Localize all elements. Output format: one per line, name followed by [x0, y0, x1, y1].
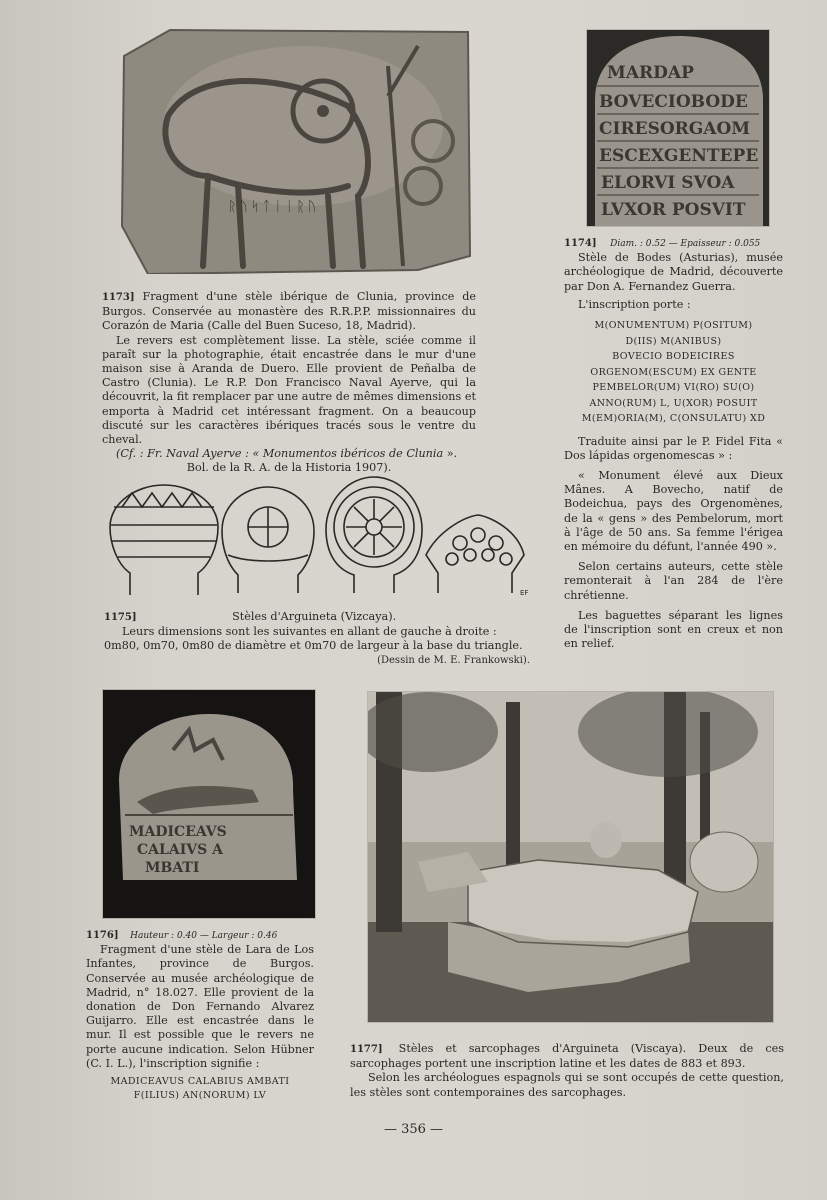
caption-1175-dims2: 0m80, 0m70, 0m80 de diamètre et 0m70 de largeur à la base du triangle. — [104, 639, 523, 653]
stele-lara-line-2: CALAIVS A — [137, 842, 223, 858]
caption-1176 — [86, 928, 314, 1103]
figure-number-1173: 1173] — [102, 292, 135, 303]
inscription-line: MADICEAVUS CALABIUS AMBATI — [110, 1076, 290, 1088]
caption-1175-dims1: Leurs dimensions sont les suivantes en allant de gauche à droite : — [122, 625, 497, 639]
drawing-signature: EF — [520, 589, 528, 597]
stone-line-3: CIRESORGAOM — [599, 119, 751, 139]
caption-1176-desc: Fragment d'une stèle de Lara de Los Infantes, province de Burgos. Conservée au musée archéologique de Madrid, n° 18.027. Elle provient de la donation de Don Fernando Alvarez Guijarro. Elle est encastrée dans le mur. Il est possible que le revers ne porte aucune indication. Selon Hübner (C. I. L.), l'inscription signifie : — [86, 943, 314, 1070]
inscription-line: ANNO(RUM) L, U(XOR) POSUIT — [589, 397, 758, 409]
caption-1176-dims: Hauteur : 0.40 — Largeur : 0.46 — [130, 931, 278, 941]
photo-stele-bodes — [587, 30, 769, 226]
caption-1177-line2: Selon les archéologues espagnols qui se sont occupés de cette question, les stèles sont contemporaines des sarcophages. — [350, 1071, 784, 1099]
caption-1173-ref2: Bol. de la R. A. de la Historia 1907). — [186, 461, 392, 475]
figure-number-1175: 1175] — [104, 612, 137, 623]
caption-1174-baguettes: Les baguettes séparant les lignes de l'inscription sont en creux et non en relief. — [564, 608, 783, 651]
inscription-line: D(IIS) M(ANIBUS) — [625, 335, 722, 347]
photo-stele-clunia — [118, 26, 472, 274]
stone-line-2: BOVECIOBODE — [599, 92, 748, 112]
inscription-line: PEMBELOR(UM) VI(RO) SU(O) — [592, 382, 755, 394]
caption-1175 — [104, 610, 530, 668]
stele-lara-line-3: MBATI — [145, 860, 200, 876]
stone-line-5: ELORVI SVOA — [601, 173, 735, 193]
stele-lara-line-1: MADICEAVS — [129, 824, 227, 840]
caption-1174-selon: Selon certains auteurs, cette stèle remonterait à l'an 284 de l'ère chrétienne. — [564, 560, 783, 602]
stone-line-6: LVXOR POSVIT — [601, 200, 746, 220]
caption-1174-dims: Diam. : 0.52 — Epaisseur : 0.055 — [610, 239, 761, 249]
caption-1177-line1: Stèles et sarcophages d'Arguineta (Viscaya). Deux de ces sarcophages portent une inscription latine et les dates de 883 et 893. — [350, 1042, 784, 1071]
caption-1175-title: Stèles d'Arguineta (Vizcaya). — [232, 610, 397, 623]
photo-sarcophages-arguineta — [368, 692, 773, 1022]
caption-1173-ref-title: Monumentos ibéricos de Clunia — [262, 447, 444, 461]
stone-line-4: ESCEXGENTEPE — [599, 146, 759, 166]
inscription-1174 — [564, 318, 783, 427]
caption-1174-trad-intro: Traduite ainsi par le P. Fidel Fita « Dos lápidas orgenomescas » : — [564, 434, 783, 462]
inscription-line: F(ILIUS) AN(NORUM) LV — [133, 1090, 267, 1102]
caption-1174-porte: L'inscription porte : — [578, 297, 691, 311]
caption-1173-ref-prefix: (Cf. : Fr. Naval Ayerve : « — [116, 447, 260, 461]
photo-stele-lara — [103, 690, 315, 918]
caption-1174-trad: « Monument élevé aux Dieux Mânes. A Bovecho, natif de Bodeichua, pays des Orgenomènes, de la « gens » des Pembelorum, mort à l'âge de 50 ans. Sa femme l'érigea en mémoire du défunt, l'année 490 ». — [564, 468, 783, 553]
inscription-line: BOVECIO BODEICIRES — [612, 351, 735, 363]
svg-text:ᚱᚢᛋᛏᛁᛁᚱᚢ: ᚱᚢᛋᛏᛁᛁᚱᚢ — [228, 199, 320, 215]
caption-1173-line2: Le revers est complètement lisse. La stèle, sciée comme il paraît sur la photographie, était encastrée dans le mur d'une maison sise à Aranda de Duero. Elle provient de Peñalba de Castro (Clunia). Le R.P. Don Francisco Naval Ayerve, qui la découvrit, la fit remplacer par une autre de mêmes dimensions et emporta à Madrid cet intéressant fragment. On a beaucoup discuté sur les caractères ibériques tracés sous le ventre du cheval. — [102, 333, 476, 447]
stone-line-1: MARDAP — [607, 63, 694, 83]
caption-1177 — [350, 1042, 784, 1100]
caption-1173-line1: Fragment d'une stèle ibérique de Clunia, province de Burgos. Conservée au monastère des R.R.P.P. missionnaires du Corazón de Maria (Calle del Buen Suceso, 18, Madrid). — [102, 290, 477, 333]
drawing-steles-arguineta — [108, 465, 528, 597]
caption-1175-credit: (Dessin de M. E. Frankowski). — [377, 654, 530, 666]
caption-1173-ref-suffix: ». — [446, 447, 458, 461]
caption-1174 — [564, 236, 783, 651]
inscription-1176 — [86, 1075, 314, 1103]
figure-number-1174: 1174] — [564, 238, 597, 249]
inscription-line: M(ONUMENTUM) P(OSITUM) — [594, 320, 753, 332]
inscription-line: ORGENOM(ESCUM) EX GENTE — [590, 366, 757, 378]
caption-1174-desc: Stèle de Bodes (Asturias), musée archéologique de Madrid, découverte par Don A. Fernandez Guerra. — [564, 251, 783, 293]
figure-number-1177: 1177] — [350, 1044, 383, 1055]
inscription-line: M(EM)ORIA(M), C(ONSULATU) XD — [581, 413, 766, 425]
page-number: — 356 — — [383, 1122, 444, 1137]
figure-number-1176: 1176] — [86, 930, 119, 941]
caption-1173 — [102, 290, 476, 476]
